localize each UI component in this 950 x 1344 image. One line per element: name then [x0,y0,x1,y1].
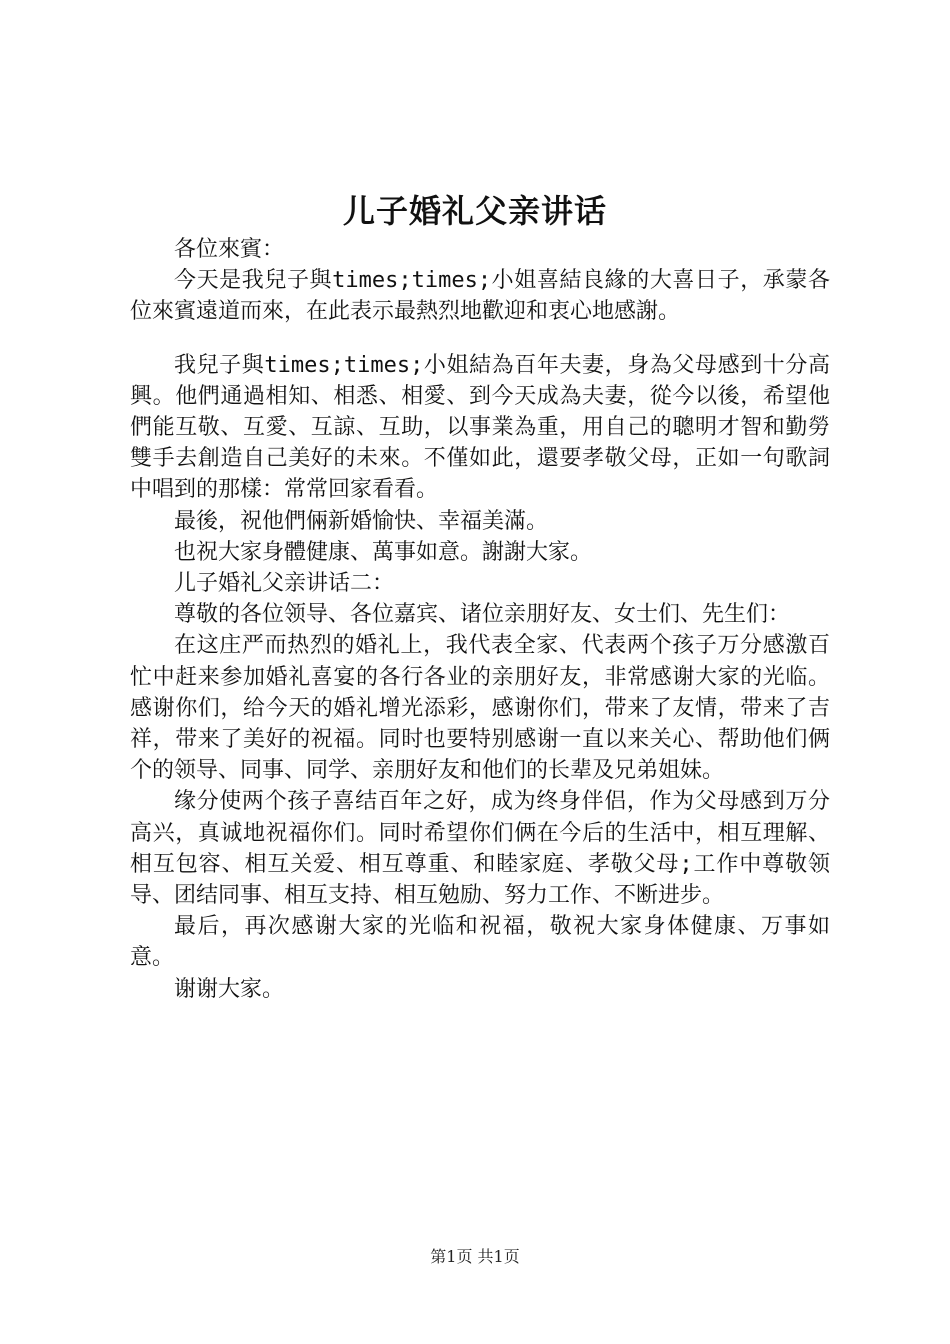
paragraph: 最後，祝他們倆新婚愉快、幸福美滿。 [174,508,549,534]
paragraph: 谢谢大家。 [174,976,285,1002]
paragraph: 今天是我兒子與times;times;小姐喜結良緣的大喜日子，承蒙各位來賓遠道而來，在此表示最熱烈地歡迎和衷心地感謝。 [130,268,830,325]
paragraph: 我兒子與times;times;小姐結為百年夫妻，身為父母感到十分高興。他們通過相知、相悉、相愛、到今天成為夫妻，從今以後，希望他們能互敬、互愛、互諒、互助，以事業為重，用自己的聰明才智和勤勞雙手去創造自己美好的未來。不僅如此，還要孝敬父母，正如一句歌詞中唱到的那樣：常常回家看看。 [130,352,830,503]
paragraph: 缘分使两个孩子喜结百年之好，成为终身伴侣，作为父母感到万分高兴，真诚地祝福你们。同时希望你们俩在今后的生活中，相互理解、相互包容、相互关爱、相互尊重、和睦家庭、孝敬父母;工作中尊敬领导、团结同事、相互支持、相互勉励、努力工作、不断进步。 [130,789,830,909]
page-number: 第1页 共1页 [430,1247,520,1266]
section-heading: 儿子婚礼父亲讲话二： [174,571,395,597]
paragraph: 最后，再次感谢大家的光临和祝福，敬祝大家身体健康、万事如意。 [130,914,830,971]
paragraph-salutation: 各位來賓： [174,237,285,262]
paragraph: 在这庄严而热烈的婚礼上，我代表全家、代表两个孩子万分感激百忙中赶来参加婚礼喜宴的各行各业的亲朋好友，非常感谢大家的光临。感谢你们，给今天的婚礼增光添彩，感谢你们，带来了友情，带来了吉祥，带来了美好的祝福。同时也要特别感谢一直以来关心、帮助他们俩个的领导、同事、同学、亲朋好友和他们的长辈及兄弟姐妹。 [130,633,830,784]
paragraph-salutation: 尊敬的各位领导、各位嘉宾、诸位亲朋好友、女士们、先生们： [174,602,791,628]
document-title: 儿子婚礼父亲讲话 [342,192,607,230]
paragraph: 也祝大家身體健康、萬事如意。謝謝大家。 [174,539,593,565]
document-body [130,234,830,1005]
